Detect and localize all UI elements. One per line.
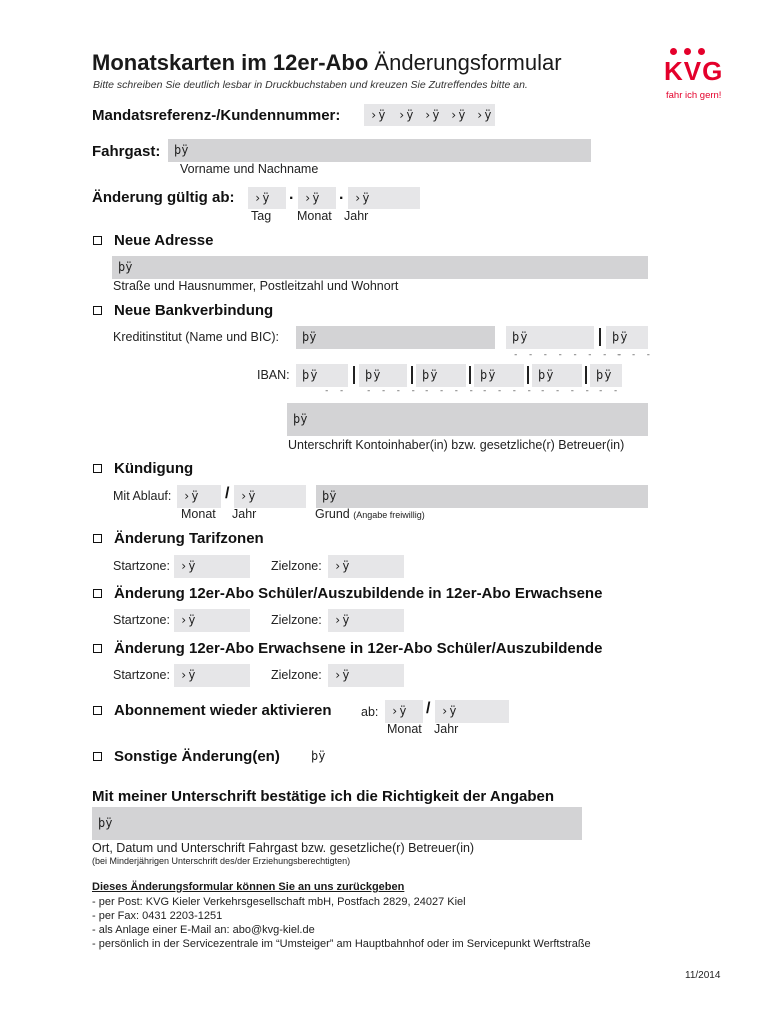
bic-dashes: - - - - - - - - xyxy=(513,350,625,360)
iban-separator xyxy=(353,366,355,384)
logo-dot xyxy=(698,48,705,55)
iban-dashes: - - - - xyxy=(482,386,534,396)
tarif-label: Änderung Tarifzonen xyxy=(114,530,264,547)
iban-dashes: - - - - xyxy=(424,386,476,396)
year-field[interactable]: ›ÿ xyxy=(348,187,420,209)
iban-dashes: - - - - xyxy=(366,386,418,396)
caption-monat: Monat xyxy=(387,722,422,736)
mandat-number-field[interactable]: ›ÿ xyxy=(444,104,470,126)
kontoinhaber-signature-field[interactable]: þÿ xyxy=(287,403,648,436)
bic-separator xyxy=(599,328,601,346)
date-slash: / xyxy=(426,700,431,717)
caption-monat: Monat xyxy=(297,209,332,223)
bic-field[interactable]: þÿ xyxy=(506,326,594,349)
iban-label: IBAN: xyxy=(257,368,290,382)
mandat-number-field[interactable]: ›ÿ xyxy=(364,104,392,126)
sonstige-checkbox[interactable] xyxy=(93,752,102,761)
startzone-field[interactable]: ›ÿ xyxy=(174,664,250,687)
bic-dashes: - - - xyxy=(616,350,654,360)
kuendigung-label: Kündigung xyxy=(114,460,194,477)
adresse-field[interactable]: þÿ xyxy=(112,256,648,279)
date-dot: . xyxy=(289,186,294,203)
logo-dot xyxy=(684,48,691,55)
form-subtitle: Bitte schreiben Sie deutlich lesbar in Druckbuchstaben und kreuzen Sie Zutreffendes bitte an. xyxy=(93,79,528,91)
zielzone-label: Zielzone: xyxy=(271,613,322,627)
form-title-bold: Monatskarten im 12er-Abo xyxy=(92,50,369,75)
kuendigung-grund-field[interactable]: þÿ xyxy=(316,485,648,508)
bank-checkbox[interactable] xyxy=(93,306,102,315)
kredit-label: Kreditinstitut (Name und BIC): xyxy=(113,330,280,344)
bank-label: Neue Bankverbindung xyxy=(114,302,274,319)
kvg-logo xyxy=(660,48,730,108)
logo-dot xyxy=(670,48,677,55)
iban-separator xyxy=(411,366,413,384)
grund-label: Grund xyxy=(315,507,350,521)
reaktivieren-year-field[interactable]: ›ÿ xyxy=(435,700,509,723)
startzone-label: Startzone: xyxy=(113,613,170,627)
grund-optional-note: (Angabe freiwillig) xyxy=(353,510,425,520)
date-slash: / xyxy=(225,485,230,502)
form-title xyxy=(92,50,562,76)
aenderung-label: Änderung gültig ab: xyxy=(92,189,235,206)
caption-jahr: Jahr xyxy=(344,209,369,223)
iban-separator xyxy=(585,366,587,384)
logo-text: KVG xyxy=(664,56,724,86)
tarif-checkbox[interactable] xyxy=(93,534,102,543)
iban-block-field[interactable]: þÿ xyxy=(590,364,622,387)
iban-dashes: - - xyxy=(324,386,347,396)
fahrgast-signature-note: (bei Minderjährigen Unterschrift des/der Erziehungsberechtigten) xyxy=(92,856,351,866)
rueckgabe-list xyxy=(92,895,591,951)
iban-block-field[interactable]: þÿ xyxy=(416,364,466,387)
iban-dashes: - - xyxy=(598,386,621,396)
ablauf-label: Mit Ablauf: xyxy=(113,489,172,503)
adresse-checkbox[interactable] xyxy=(93,236,102,245)
zielzone-field[interactable]: ›ÿ xyxy=(328,555,404,578)
logo-slogan: fahr ich gern! xyxy=(666,90,722,101)
fahrgast-label: Fahrgast: xyxy=(92,143,161,160)
adresse-label: Neue Adresse xyxy=(114,232,214,249)
day-field[interactable]: ›ÿ xyxy=(248,187,286,209)
zielzone-label: Zielzone: xyxy=(271,559,322,573)
iban-country-field[interactable]: þÿ xyxy=(296,364,348,387)
grund-caption xyxy=(315,507,425,521)
sonstige-field[interactable]: þÿ xyxy=(305,745,648,770)
rueckgabe-line-fax: - per Fax: 0431 2203-1251 xyxy=(92,910,223,922)
startzone-label: Startzone: xyxy=(113,559,170,573)
iban-block-field[interactable]: þÿ xyxy=(359,364,407,387)
kuendigung-checkbox[interactable] xyxy=(93,464,102,473)
mandat-number-field[interactable]: ›ÿ xyxy=(418,104,444,126)
caption-jahr: Jahr xyxy=(434,722,459,736)
startzone-label: Startzone: xyxy=(113,668,170,682)
ab-label: ab: xyxy=(361,705,379,719)
kreditinstitut-field[interactable]: þÿ xyxy=(296,326,495,349)
iban-dashes: - - - - xyxy=(540,386,592,396)
zielzone-label: Zielzone: xyxy=(271,668,322,682)
rueckgabe-line-persoenlich: - persönlich in der Servicezentrale im “Umsteiger” am Hauptbahnhof oder im Servicepunkt Werftstraße xyxy=(92,938,591,950)
form-version-date: 11/2014 xyxy=(685,970,721,981)
schueler-erwachsene-checkbox[interactable] xyxy=(93,589,102,598)
bestaetigung-heading: Mit meiner Unterschrift bestätige ich die Richtigkeit der Angaben xyxy=(92,788,555,805)
iban-block-field[interactable]: þÿ xyxy=(532,364,582,387)
reaktivieren-label: Abonnement wieder aktivieren xyxy=(114,702,332,719)
reaktivieren-month-field[interactable]: ›ÿ xyxy=(385,700,423,723)
mandat-number-field[interactable]: ›ÿ xyxy=(392,104,418,126)
bic-branch-field[interactable]: þÿ xyxy=(606,326,648,349)
mandat-label: Mandatsreferenz-/Kundennummer: xyxy=(92,107,341,124)
rueckgabe-line-post: - per Post: KVG Kieler Verkehrsgesellschaft mbH, Postfach 2829, 24027 Kiel xyxy=(92,896,466,908)
reaktivieren-checkbox[interactable] xyxy=(93,706,102,715)
fahrgast-signature-field[interactable]: þÿ xyxy=(92,807,582,840)
kontoinhaber-signature-caption: Unterschrift Kontoinhaber(in) bzw. gesetzliche(r) Betreuer(in) xyxy=(288,438,625,452)
startzone-field[interactable]: ›ÿ xyxy=(174,609,250,632)
iban-block-field[interactable]: þÿ xyxy=(474,364,524,387)
fahrgast-name-field[interactable]: þÿ xyxy=(168,139,591,162)
zielzone-field[interactable]: ›ÿ xyxy=(328,609,404,632)
caption-tag: Tag xyxy=(251,209,272,223)
schueler-erwachsene-label: Änderung 12er-Abo Schüler/Auszubildende in 12er-Abo Erwachsene xyxy=(114,585,603,602)
caption-jahr: Jahr xyxy=(232,507,257,521)
iban-separator xyxy=(527,366,529,384)
month-field[interactable]: ›ÿ xyxy=(298,187,336,209)
erwachsene-schueler-label: Änderung 12er-Abo Erwachsene in 12er-Abo Schüler/Auszubildende xyxy=(114,640,603,657)
kuendigung-month-field[interactable]: ›ÿ xyxy=(177,485,221,508)
rueckgabe-line-email: - als Anlage einer E-Mail an: abo@kvg-kiel.de xyxy=(92,924,315,936)
caption-monat: Monat xyxy=(181,507,216,521)
iban-separator xyxy=(469,366,471,384)
mandat-number-field[interactable]: ›ÿ xyxy=(470,104,495,126)
zielzone-field[interactable]: ›ÿ xyxy=(328,664,404,687)
form-title-light: Änderungsformular xyxy=(374,50,562,75)
fahrgast-caption: Vorname und Nachname xyxy=(180,162,319,176)
sonstige-label: Sonstige Änderung(en) xyxy=(114,748,280,765)
fahrgast-signature-caption: Ort, Datum und Unterschrift Fahrgast bzw. gesetzliche(r) Betreuer(in) xyxy=(92,841,475,855)
startzone-field[interactable]: ›ÿ xyxy=(174,555,250,578)
adresse-caption: Straße und Hausnummer, Postleitzahl und Wohnort xyxy=(113,279,399,293)
date-dot: . xyxy=(339,186,344,203)
rueckgabe-heading: Dieses Änderungsformular können Sie an uns zurückgeben xyxy=(92,881,405,893)
kuendigung-year-field[interactable]: ›ÿ xyxy=(234,485,306,508)
erwachsene-schueler-checkbox[interactable] xyxy=(93,644,102,653)
